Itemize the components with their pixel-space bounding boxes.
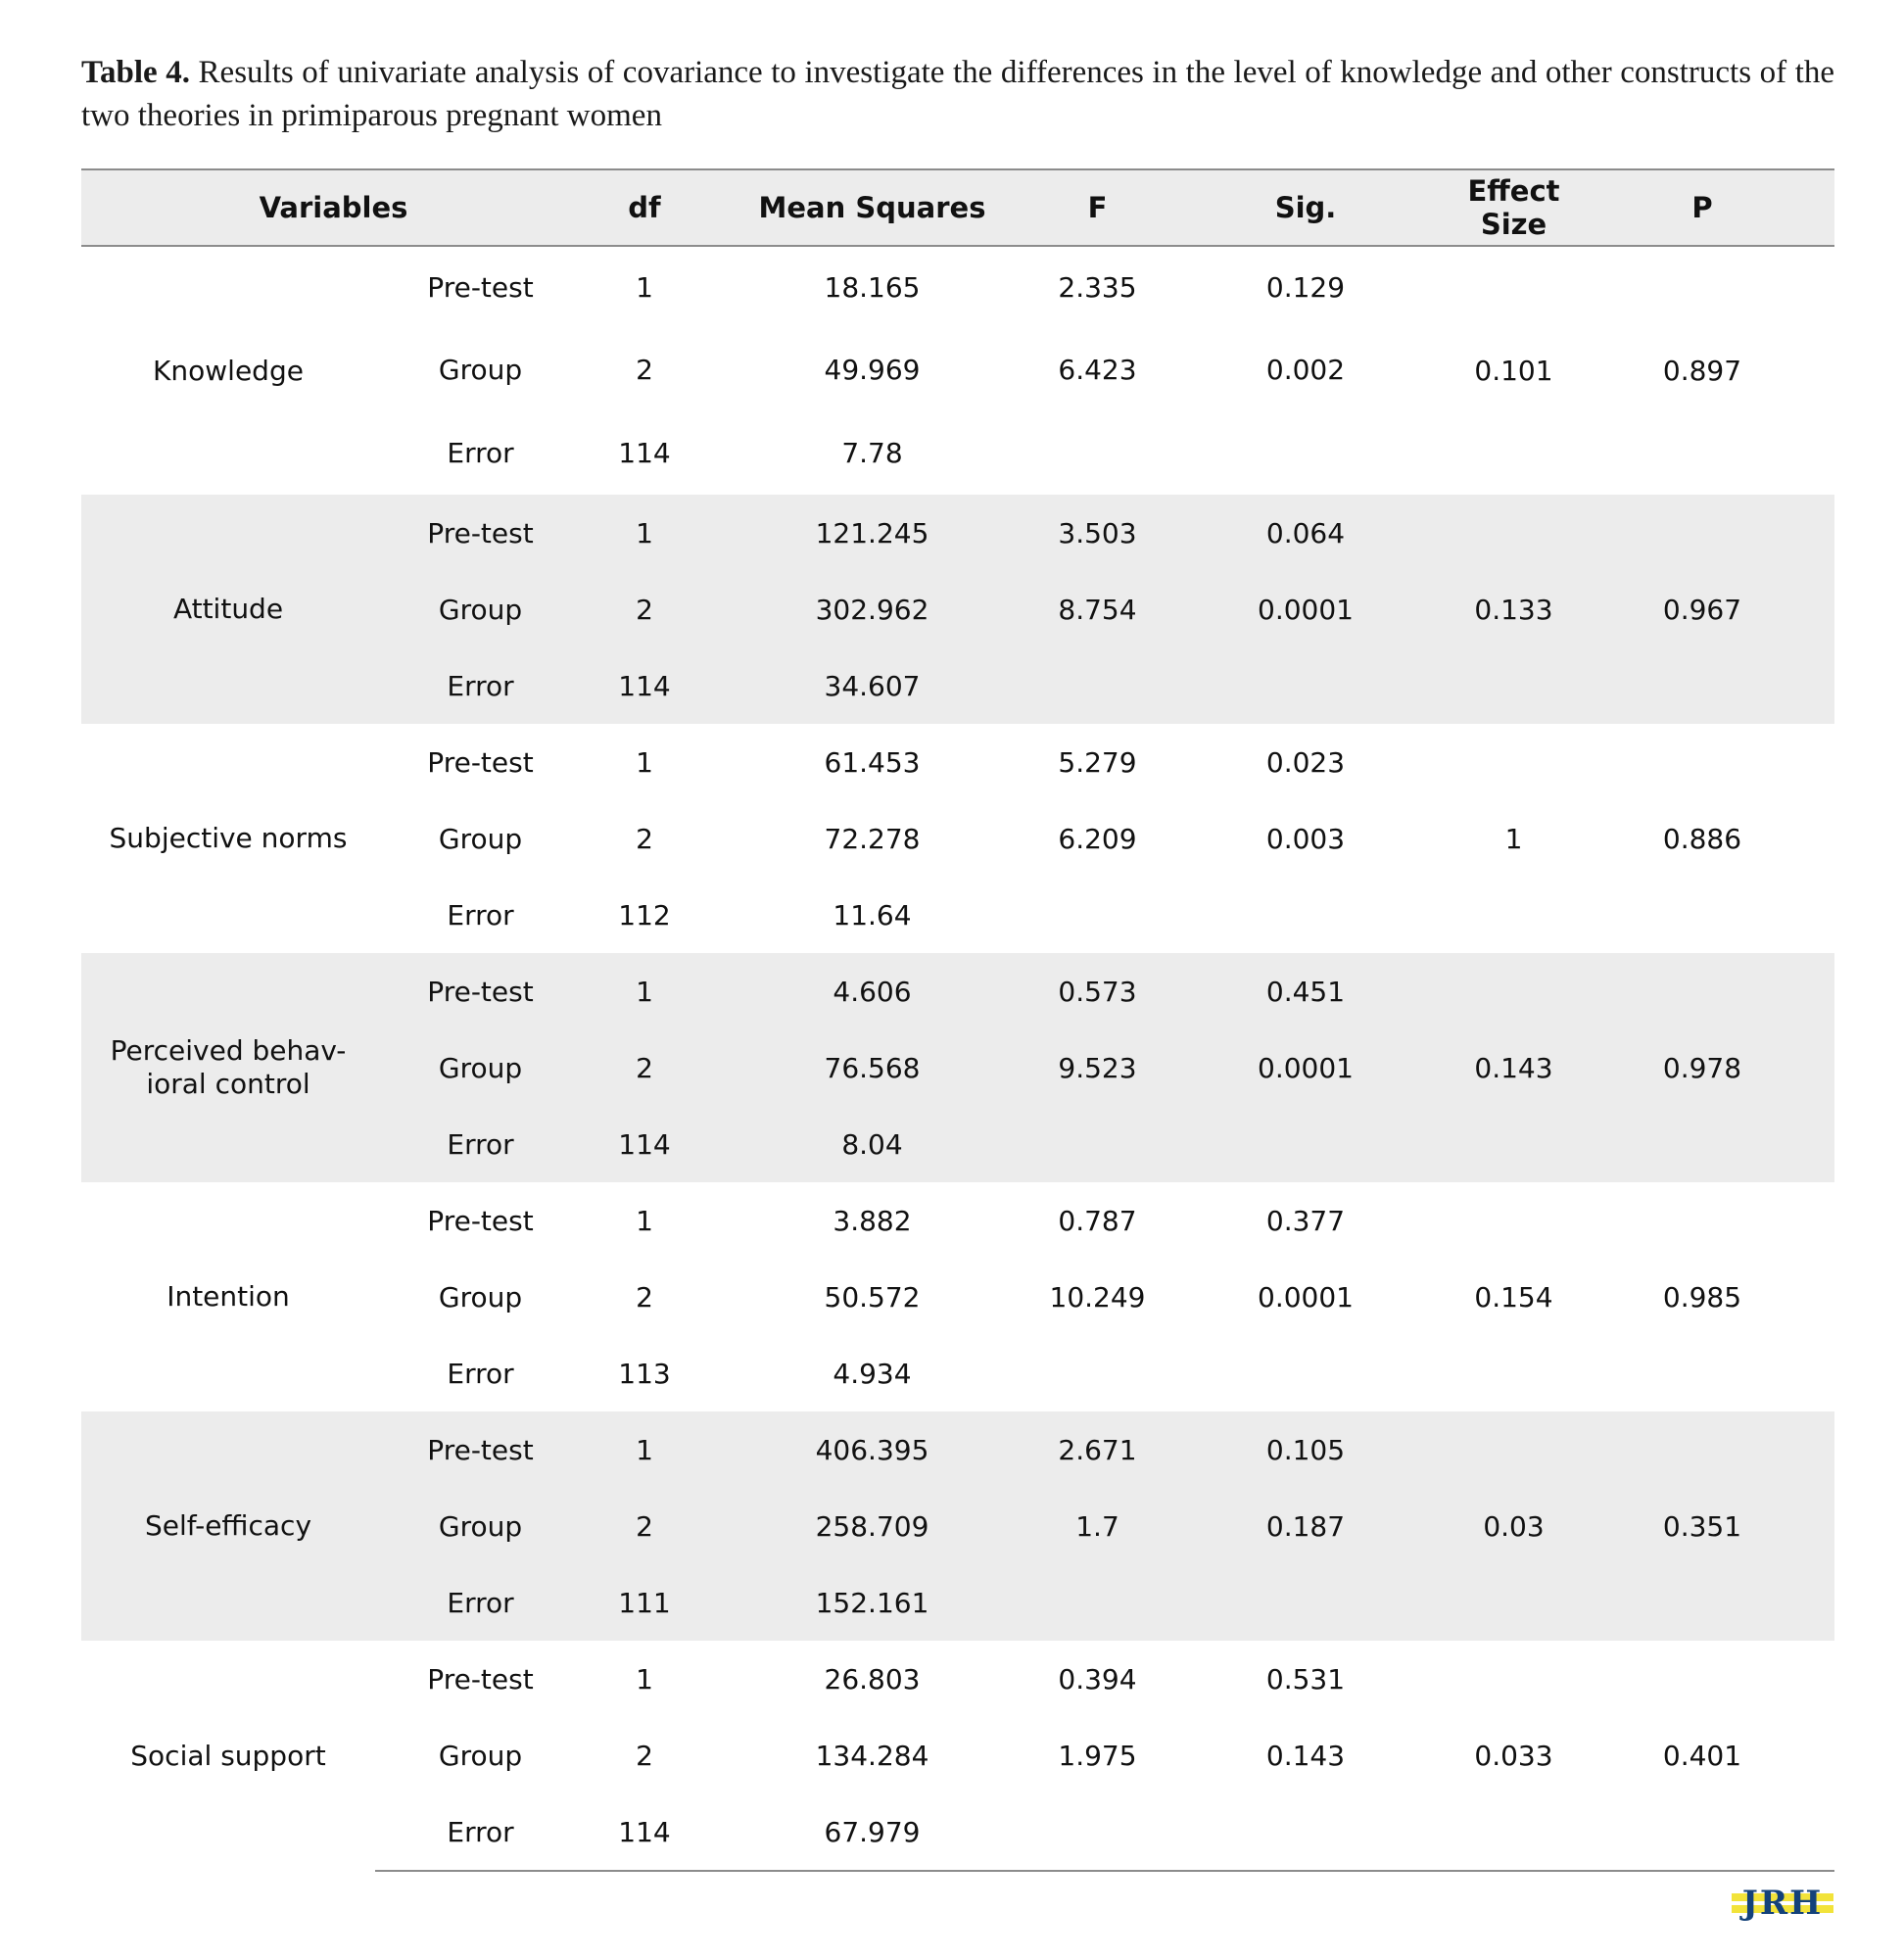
f-cell: 8.754 [1041, 571, 1154, 647]
ms-cell: 49.969 [824, 354, 921, 386]
ms-cell: 134.284 [815, 1739, 929, 1772]
df-cell: 114 [618, 437, 671, 469]
caption-text: Results of univariate analysis of covariance to investigate the differences in the level of knowledge and other constructs of the two theories in primiparous pregnant women [81, 55, 1835, 133]
ms-cell: 67.979 [703, 1793, 1041, 1871]
df-cell: 1 [636, 1204, 653, 1237]
sig-cell [1154, 877, 1457, 953]
source-cell: Group [438, 1739, 523, 1772]
f-cell: 1.7 [1041, 1488, 1154, 1564]
p-cell: 0.897 [1662, 355, 1742, 387]
source-cell: Error [447, 1357, 514, 1390]
source-cell: Pre-test [427, 271, 534, 304]
f-cell: 10.249 [1049, 1280, 1146, 1314]
df-cell: 114 [586, 647, 703, 724]
df-cell: 1 [586, 1411, 703, 1488]
f-cell: 2.671 [1041, 1411, 1154, 1488]
table-row [81, 1411, 1834, 1488]
df-cell: 113 [618, 1357, 671, 1390]
df-cell: 112 [618, 898, 671, 932]
sig-cell [1154, 1106, 1457, 1182]
f-cell: 3.503 [1041, 495, 1154, 571]
ms-cell: 26.803 [824, 1662, 921, 1696]
df-cell: 1 [636, 271, 653, 304]
p-cell: 0.967 [1570, 495, 1834, 724]
f-cell [1041, 411, 1154, 495]
df-cell: 2 [586, 1029, 703, 1106]
source-cell: Pre-test [427, 1204, 534, 1237]
effect-size-cell: 0.154 [1474, 1280, 1553, 1314]
source-cell: Group [438, 822, 523, 855]
sig-cell: 0.129 [1265, 271, 1346, 304]
effect-size-cell: 0.033 [1457, 1641, 1570, 1871]
f-cell: 0.573 [1041, 953, 1154, 1029]
source-cell: Group [438, 1280, 523, 1314]
source-cell: Group [438, 354, 523, 386]
f-cell: 1.975 [1058, 1739, 1137, 1772]
header-variables-main: Variables [81, 169, 586, 246]
variable-name: Knowledge [153, 354, 304, 387]
source-cell: Group [375, 571, 586, 647]
ms-cell: 18.165 [824, 271, 921, 304]
df-cell: 2 [636, 822, 653, 855]
sig-cell: 0.451 [1154, 953, 1457, 1029]
group-attitude [81, 495, 1834, 724]
source-cell: Pre-test [427, 1662, 534, 1696]
group-intention [81, 1182, 1834, 1411]
table-row [81, 724, 1834, 800]
source-cell: Pre-test [427, 745, 534, 779]
f-cell: 2.335 [1058, 271, 1137, 304]
sig-cell: 0.023 [1265, 745, 1346, 779]
header-p-main: P [1570, 169, 1834, 246]
effect-size-cell: 0.133 [1457, 495, 1570, 724]
header-row-main [81, 169, 1834, 246]
ms-cell: 152.161 [703, 1564, 1041, 1641]
variable-name-line1: Perceived behav- [110, 1034, 347, 1067]
variable-name: Subjective norms [109, 822, 348, 854]
p-cell: 0.985 [1662, 1280, 1742, 1314]
f-cell [1041, 1106, 1154, 1182]
variable-name: Attitude [81, 495, 375, 724]
df-cell: 1 [636, 1662, 653, 1696]
source-cell: Error [375, 1793, 586, 1871]
sig-cell: 0.002 [1265, 354, 1346, 386]
sig-cell [1154, 1564, 1457, 1641]
df-cell: 2 [586, 1488, 703, 1564]
f-cell [1041, 1793, 1154, 1871]
sig-cell: 0.0001 [1154, 1029, 1457, 1106]
table-label: Table 4. [81, 55, 190, 90]
f-cell: 6.423 [1058, 354, 1137, 386]
df-cell: 2 [636, 354, 653, 386]
header-df-main: df [586, 169, 703, 246]
p-cell: 0.886 [1662, 822, 1742, 855]
source-cell: Error [375, 1564, 586, 1641]
jrh-logo: JRH [1732, 1887, 1833, 1920]
group-knowledge [81, 246, 1834, 495]
f-cell: 9.523 [1041, 1029, 1154, 1106]
ms-cell: 76.568 [703, 1029, 1041, 1106]
header-sig-main: Sig. [1154, 169, 1457, 246]
sig-cell: 0.064 [1154, 495, 1457, 571]
sig-cell: 0.187 [1154, 1488, 1457, 1564]
group-perceived-behavioral-control [81, 953, 1834, 1182]
sig-cell: 0.531 [1265, 1662, 1346, 1696]
source-cell: Pre-test [375, 953, 586, 1029]
sig-cell: 0.377 [1265, 1204, 1346, 1237]
variable-name: Intention [167, 1280, 290, 1313]
f-cell: 0.787 [1058, 1204, 1137, 1237]
variable-name [81, 953, 375, 1182]
p-cell: 0.401 [1570, 1641, 1834, 1871]
f-cell [1041, 1564, 1154, 1641]
df-cell: 2 [636, 1739, 653, 1772]
ms-cell: 72.278 [824, 822, 921, 855]
ms-cell: 7.78 [841, 437, 903, 469]
df-cell: 114 [586, 1793, 703, 1871]
f-cell: 5.279 [1058, 745, 1137, 779]
effect-size-cell: 0.143 [1457, 953, 1570, 1182]
sig-cell: 0.003 [1265, 822, 1346, 855]
f-cell [1041, 877, 1154, 953]
ms-cell: 34.607 [703, 647, 1041, 724]
f-cell: 0.394 [1058, 1662, 1137, 1696]
f-cell: 6.209 [1058, 822, 1137, 855]
sig-cell [1154, 1335, 1457, 1411]
effect-size-cell: 0.101 [1474, 355, 1553, 387]
variable-name: Social support [130, 1739, 326, 1772]
group-social-support [81, 1641, 1834, 1871]
header-f-main: F [1041, 169, 1154, 246]
sig-cell: 0.143 [1265, 1739, 1346, 1772]
p-cell: 0.351 [1570, 1411, 1834, 1641]
header-ms-main: Mean Squares [703, 169, 1041, 246]
ms-cell: 61.453 [824, 745, 921, 779]
table-row [81, 1182, 1834, 1259]
source-cell: Error [375, 647, 586, 724]
ms-cell: 3.882 [833, 1204, 912, 1237]
ms-cell: 258.709 [703, 1488, 1041, 1564]
table-header-main [81, 169, 1834, 246]
variable-name: Self-efficacy [81, 1411, 375, 1641]
source-cell: Error [447, 898, 514, 932]
ms-cell: 121.245 [703, 495, 1041, 571]
source-cell: Group [375, 1488, 586, 1564]
ms-cell: 406.395 [703, 1411, 1041, 1488]
effect-size-cell: 0.03 [1457, 1411, 1570, 1641]
source-cell: Pre-test [375, 1411, 586, 1488]
df-cell: 2 [636, 1280, 653, 1314]
sig-cell [1154, 1793, 1457, 1871]
p-cell: 0.978 [1570, 953, 1834, 1182]
group-subjective-norms [81, 724, 1834, 953]
sig-cell: 0.0001 [1154, 571, 1457, 647]
ms-cell: 302.962 [703, 571, 1041, 647]
group-self-efficacy [81, 1411, 1834, 1641]
df-cell: 1 [636, 745, 653, 779]
table-row [81, 495, 1834, 571]
sig-cell [1154, 411, 1457, 495]
df-cell: 111 [586, 1564, 703, 1641]
source-cell: Group [375, 1029, 586, 1106]
source-cell: Error [447, 437, 514, 469]
df-cell: 114 [586, 1106, 703, 1182]
table-caption [81, 51, 1834, 137]
variable-name-line2: ioral control [146, 1068, 310, 1100]
ms-cell: 11.64 [833, 898, 912, 932]
sig-cell: 0.0001 [1258, 1280, 1354, 1314]
table-row [81, 246, 1834, 328]
source-cell: Pre-test [375, 495, 586, 571]
ms-cell: 4.934 [833, 1357, 912, 1390]
sig-cell [1154, 647, 1457, 724]
df-cell: 1 [586, 495, 703, 571]
source-cell: Error [375, 1106, 586, 1182]
df-cell: 2 [586, 571, 703, 647]
ms-cell: 4.606 [703, 953, 1041, 1029]
ancova-table-body [81, 168, 1834, 1872]
table-row [81, 953, 1834, 1029]
df-cell: 1 [586, 953, 703, 1029]
f-cell [1041, 647, 1154, 724]
f-cell [1041, 1335, 1154, 1411]
header-es-main: Effect Size [1457, 169, 1570, 246]
table-row [81, 1641, 1834, 1717]
effect-size-cell: 1 [1504, 822, 1523, 855]
sig-cell: 0.105 [1154, 1411, 1457, 1488]
ms-cell: 8.04 [703, 1106, 1041, 1182]
ms-cell: 50.572 [824, 1280, 921, 1314]
